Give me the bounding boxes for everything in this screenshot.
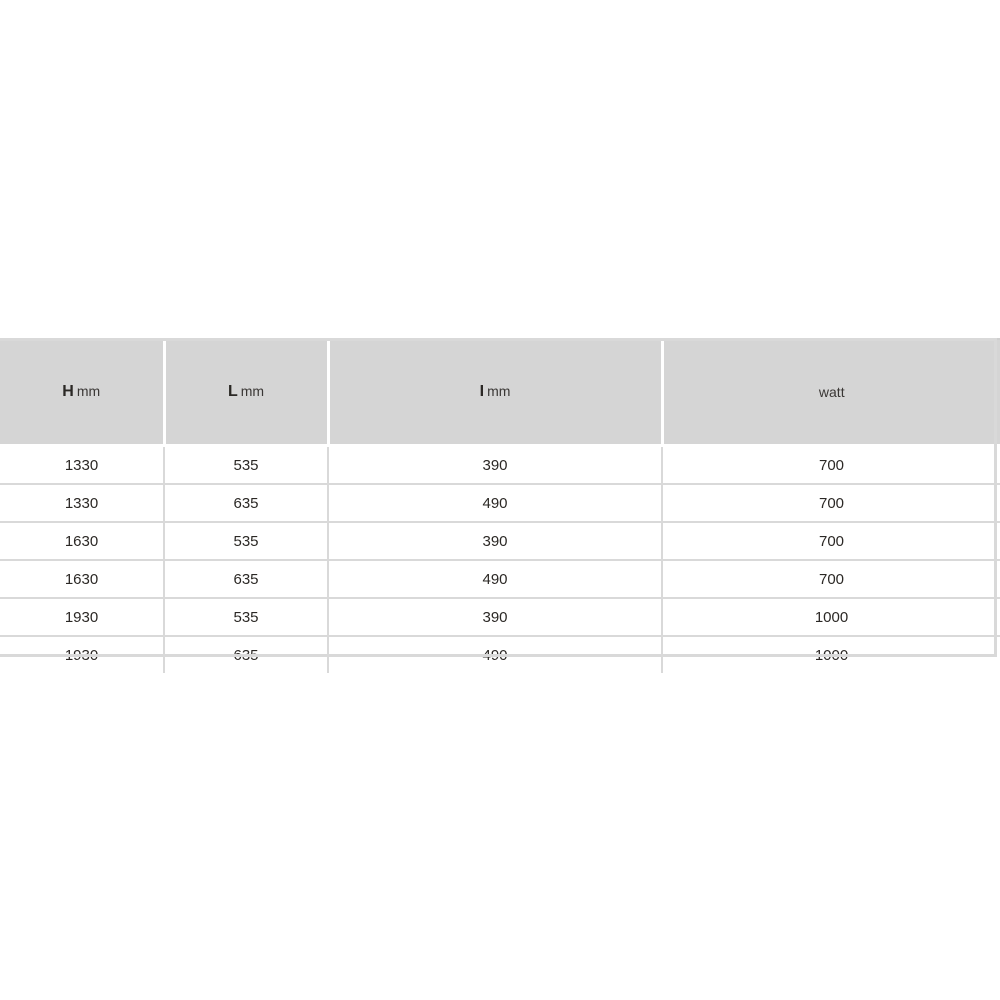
- cell-length: 635: [164, 484, 328, 522]
- cell-watt: 700: [662, 522, 1000, 560]
- column-header-watt: [662, 339, 1000, 446]
- cell-interaxis: 490: [328, 636, 662, 673]
- cell-watt: 700: [662, 446, 1000, 485]
- table-row: [0, 484, 1000, 522]
- cell-height: 1330: [0, 484, 164, 522]
- table-row: [0, 636, 1000, 673]
- cell-height: 1630: [0, 560, 164, 598]
- specifications-table: [0, 338, 1000, 673]
- cell-watt: 1000: [662, 598, 1000, 636]
- cell-height: 1930: [0, 598, 164, 636]
- cell-interaxis: 490: [328, 484, 662, 522]
- column-header-interaxis-key: I: [479, 383, 485, 400]
- table-row: [0, 560, 1000, 598]
- table-body: [0, 446, 1000, 674]
- cell-height: 1930: [0, 636, 164, 673]
- cell-height: 1330: [0, 446, 164, 485]
- spec-table-container: [0, 338, 1000, 673]
- cell-interaxis: 390: [328, 598, 662, 636]
- column-header-length: [164, 339, 328, 446]
- column-header-length-unit: mm: [240, 383, 265, 399]
- cell-length: 635: [164, 560, 328, 598]
- column-header-interaxis: [328, 339, 662, 446]
- table-header-row: [0, 339, 1000, 446]
- cell-watt: 700: [662, 484, 1000, 522]
- column-header-length-key: L: [227, 383, 238, 400]
- column-header-height: [0, 339, 164, 446]
- cell-length: 535: [164, 522, 328, 560]
- column-header-height-unit: mm: [76, 383, 101, 399]
- cell-length: 635: [164, 636, 328, 673]
- cell-height: 1630: [0, 522, 164, 560]
- cell-watt: 1000: [662, 636, 1000, 673]
- cell-watt: 700: [662, 560, 1000, 598]
- cell-interaxis: 390: [328, 522, 662, 560]
- cell-length: 535: [164, 446, 328, 485]
- column-header-height-key: H: [62, 383, 74, 400]
- table-header: [0, 339, 1000, 446]
- cell-interaxis: 490: [328, 560, 662, 598]
- cell-length: 535: [164, 598, 328, 636]
- table-row: [0, 522, 1000, 560]
- table-row: [0, 446, 1000, 485]
- column-header-watt-key: watt: [818, 383, 845, 400]
- table-row: [0, 598, 1000, 636]
- column-header-interaxis-unit: mm: [487, 383, 511, 399]
- cell-interaxis: 390: [328, 446, 662, 485]
